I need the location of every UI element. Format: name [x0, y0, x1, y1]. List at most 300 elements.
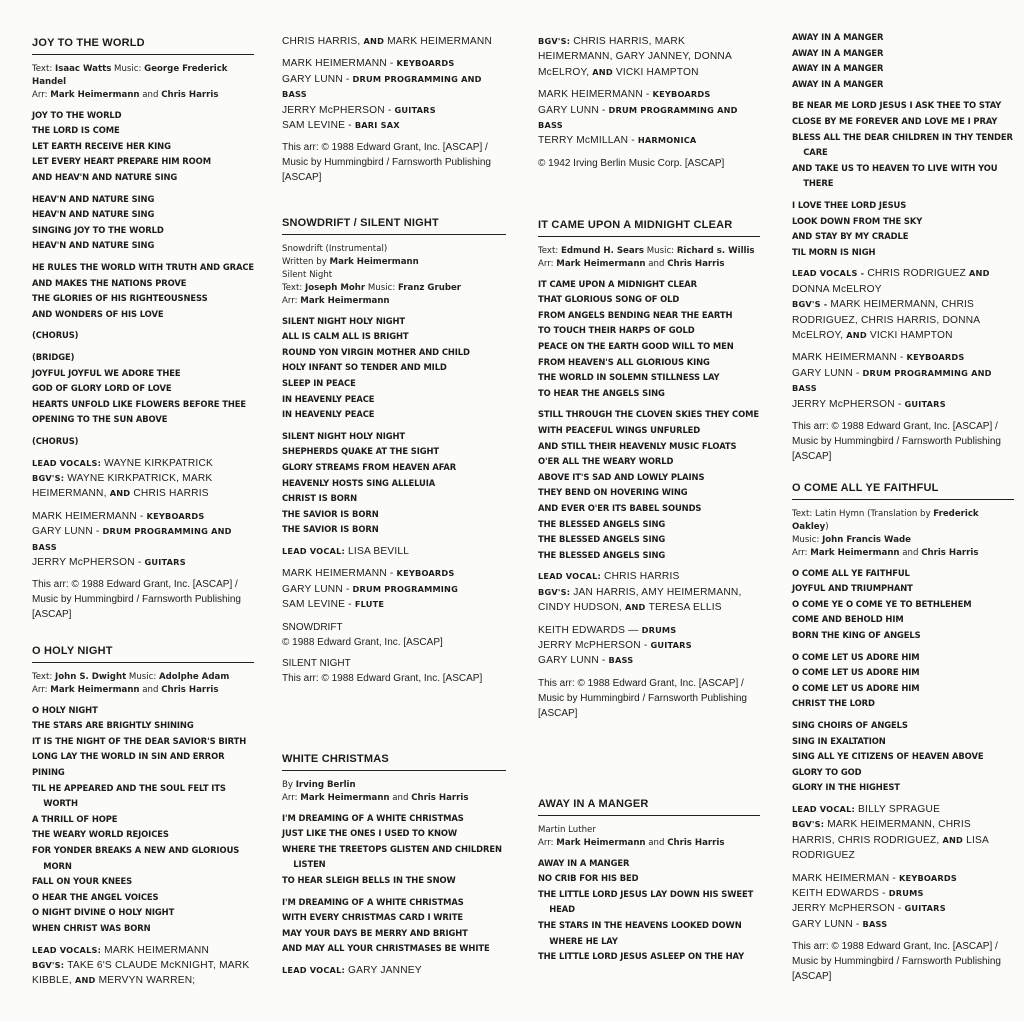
song-title: WHITE CHRISTMAS	[282, 753, 506, 771]
lyric-line: I'M DREAMING OF A WHITE CHRISTMAS	[282, 896, 464, 907]
vocal-credit-line	[282, 34, 506, 49]
lyric-line: LOOK DOWN FROM THE SKY	[792, 215, 923, 226]
text: MARK HEIMERMANN -	[538, 89, 653, 101]
bold-text: AND	[942, 834, 967, 845]
text: Music:	[126, 671, 159, 682]
lyric-line: BE NEAR ME LORD JESUS I ASK THEE TO STAY	[792, 100, 1002, 111]
lyric-line: AWAY IN A MANGER	[792, 47, 884, 58]
text: DONNA McELROY	[792, 283, 882, 295]
musician-credits	[282, 566, 506, 612]
song-title: O COME ALL YE FAITHFUL	[792, 482, 1014, 500]
bold-text: GUITARS	[144, 556, 186, 567]
lyric-line: WITH EVERY CHRISTMAS CARD I WRITE	[282, 912, 464, 923]
vocal-credit-line	[792, 802, 1014, 817]
lyric-line: AND STAY BY MY CRADLE	[792, 231, 909, 242]
musician-credit-line	[792, 871, 1014, 886]
credit-line	[538, 258, 760, 271]
text: WAYNE KIRKPATRICK, MARK HEIMERMANN,	[32, 472, 213, 500]
bold-text: Chris Harris	[921, 547, 979, 558]
lyric-line: HEAVENLY HOSTS SING ALLELUIA	[282, 477, 436, 488]
lyric-line: HEAV'N AND NATURE SING	[32, 209, 155, 220]
bold-text: AND	[74, 975, 99, 986]
lyric-line: MAY YOUR DAYS BE MERRY AND BRIGHT	[282, 927, 468, 938]
musician-credit-line	[792, 366, 1014, 397]
lyric-line: (BRIDGE)	[32, 351, 75, 362]
text: CHRIS RODRIGUEZ	[867, 268, 969, 280]
bold-text: Chris Harris	[161, 684, 219, 695]
text: Music:	[365, 282, 398, 293]
lyric-line: O COME LET US ADORE HIM	[792, 667, 920, 678]
lyric-line: TIL HE APPEARED AND THE SOUL FELT ITS	[32, 782, 226, 793]
lyric-line: SINGING JOY TO THE WORLD	[32, 224, 164, 235]
lyric-line: GLORY TO GOD	[792, 766, 862, 777]
musician-credits	[32, 509, 254, 571]
text: SAM LEVINE -	[282, 120, 355, 132]
vocal-credit-line	[792, 266, 1014, 297]
text: Text:	[282, 282, 306, 293]
text: and	[899, 547, 922, 558]
credit-line	[538, 245, 760, 258]
text: and	[645, 258, 668, 269]
musician-credit-line	[792, 886, 1014, 901]
song-title: O HOLY NIGHT	[32, 645, 254, 663]
lyric-line: THE BLESSED ANGELS SING	[538, 534, 666, 545]
lyric-line: NO CRIB FOR HIS BED	[538, 873, 639, 884]
lyric-line: (CHORUS)	[32, 330, 79, 341]
lyric-stanza	[32, 328, 254, 344]
bold-text: Chris Harris	[667, 837, 725, 848]
text: TERESA ELLIS	[648, 602, 722, 614]
lyric-line: BLESS ALL THE DEAR CHILDREN IN THY TENDER	[792, 131, 1013, 142]
bold-text: LEAD VOCAL:	[282, 964, 349, 975]
bold-text: Adolphe Adam	[159, 671, 230, 682]
bold-text: BASS	[862, 918, 888, 929]
text: Text:	[32, 671, 56, 682]
musician-credits	[792, 350, 1014, 412]
text: and	[139, 89, 162, 100]
copyright-notice: This arr: © 1988 Edward Grant, Inc. [ASCAP] / Music by Hummingbird / Farnsworth Publishing [ASCAP]	[282, 142, 491, 184]
lyric-stanza	[538, 407, 760, 563]
bold-text: BARI SAX	[354, 120, 400, 131]
bold-text: Richard s. Willis	[676, 245, 755, 256]
text: Arr:	[32, 684, 51, 695]
bold-text: KEYBOARDS	[396, 58, 455, 69]
bold-text: John Francis Wade	[822, 534, 911, 545]
musician-credit-line	[538, 87, 760, 102]
lyric-line: AND MAY ALL YOUR CHRISTMASES BE WHITE	[282, 943, 490, 954]
bold-text: GUITARS	[394, 104, 436, 115]
lyric-line: HEAV'N AND NATURE SING	[32, 240, 155, 251]
lyric-stanza	[282, 314, 506, 423]
lyric-stanza	[32, 703, 254, 937]
lyric-line: I LOVE THEE LORD JESUS	[792, 199, 907, 210]
text: GARY JANNEY	[348, 964, 422, 976]
text: MARK HEIMERMANN -	[792, 352, 907, 364]
bold-text: Mark Heimermann	[50, 89, 140, 100]
lyric-line: CLOSE BY ME FOREVER AND LOVE ME I PRAY	[792, 115, 998, 126]
lyric-stanza	[282, 895, 506, 957]
bold-text: AND	[592, 66, 616, 77]
lyric-stanza	[792, 198, 1014, 260]
text: JAN HARRIS, AMY HEIMERMANN, CINDY HUDSON,	[538, 586, 742, 614]
text: BILLY SPRAGUE	[858, 803, 941, 815]
lyric-line: SHEPHERDS QUAKE AT THE SIGHT	[282, 446, 440, 457]
lyric-line: PEACE ON THE EARTH GOOD WILL TO MEN	[538, 341, 734, 352]
lyric-line: LISTEN	[282, 859, 326, 870]
lyric-line: ALL IS CALM ALL IS BRIGHT	[282, 331, 409, 342]
vocal-credit-line	[32, 471, 254, 502]
bold-text: Edmund H. Sears	[561, 245, 644, 256]
text: GARY LUNN -	[282, 73, 353, 85]
text: Arr:	[282, 792, 301, 803]
lyric-line: JOY TO THE WORLD	[32, 109, 122, 120]
lyric-line: IN HEAVENLY PEACE	[282, 409, 375, 420]
vocal-credit-line	[282, 544, 506, 559]
bold-text: DRUM PROGRAMMING AND BASS	[282, 73, 482, 100]
song-snowdrift-silent-night	[282, 217, 506, 692]
lyric-stanza	[792, 98, 1014, 192]
text: By	[282, 779, 296, 790]
lyric-line: CHRIST THE LORD	[792, 698, 875, 709]
bold-text: DRUMS	[641, 624, 677, 635]
musician-credit-line	[282, 582, 506, 597]
lyric-line: SING CHOIRS OF ANGELS	[792, 719, 908, 730]
lyric-line: CARE	[792, 147, 828, 158]
vocal-credit-line	[792, 817, 1014, 863]
lyric-line: THE WEARY WORLD REJOICES	[32, 829, 169, 840]
lyric-line: IN HEAVENLY PEACE	[282, 393, 375, 404]
song-title: IT CAME UPON A MIDNIGHT CLEAR	[538, 219, 760, 237]
song-o-come-all-ye-faithful	[792, 482, 1014, 990]
bold-text: LEAD VOCALS -	[792, 268, 868, 279]
credit-line	[282, 256, 506, 269]
credit-line	[792, 534, 1014, 547]
text: KEITH EDWARDS -	[792, 887, 889, 899]
lyric-line: CHRIST IS BORN	[282, 493, 358, 504]
lyric-line: IT IS THE NIGHT OF THE DEAR SAVIOR'S BIRTH	[32, 735, 247, 746]
musician-credits	[792, 871, 1014, 933]
bold-text: GUITARS	[904, 903, 946, 914]
credit-line	[792, 508, 1014, 534]
lyric-line: AWAY IN A MANGER	[792, 78, 884, 89]
copyright-notice: This arr: © 1988 Edward Grant, Inc. [ASCAP] / Music by Hummingbird / Farnsworth Publishing [ASCAP]	[792, 420, 1001, 462]
lyric-line: FOR YONDER BREAKS A NEW AND GLORIOUS	[32, 844, 240, 855]
lyric-line: LET EARTH RECEIVE HER KING	[32, 140, 171, 151]
vocal-credits	[282, 544, 506, 559]
vocal-credit-line	[538, 34, 760, 80]
lyric-line: O NIGHT DIVINE O HOLY NIGHT	[32, 907, 175, 918]
vocal-credit-line	[538, 569, 760, 584]
text: MARK HEIMERMANN -	[282, 58, 397, 70]
lyric-stanza	[32, 192, 254, 254]
lyric-line: TO HEAR THE ANGELS SING	[538, 387, 665, 398]
lyric-line: WHERE THE TREETOPS GLISTEN AND CHILDREN	[282, 843, 502, 854]
bold-text: GUITARS	[904, 398, 946, 409]
lyric-line: O COME LET US ADORE HIM	[792, 682, 920, 693]
text: and	[389, 792, 412, 803]
bold-text: KEYBOARDS	[146, 510, 205, 521]
text: GARY LUNN -	[282, 583, 353, 595]
song-white-christmas	[282, 753, 506, 985]
text: Arr:	[32, 89, 51, 100]
bold-text: BASS	[608, 655, 634, 666]
lyric-line: AND STILL THEIR HEAVENLY MUSIC FLOATS	[538, 440, 737, 451]
credit-line	[282, 779, 506, 792]
bold-text: John S. Dwight	[55, 671, 127, 682]
credit-line	[32, 63, 254, 89]
lyric-line: AND EVER O'ER ITS BABEL SOUNDS	[538, 502, 702, 513]
text: and	[645, 837, 668, 848]
copyright-notice: SNOWDRIFT © 1988 Edward Grant, Inc. [ASCAP]	[282, 621, 443, 648]
lyric-stanza	[282, 811, 506, 889]
bold-text: AND	[969, 268, 990, 279]
copyright-notice: SILENT NIGHT This arr: © 1988 Edward Grant, Inc. [ASCAP]	[282, 657, 483, 684]
lyric-line: THE LITTLE LORD JESUS ASLEEP ON THE HAY	[538, 951, 745, 962]
lyric-line: TIL MORN IS NIGH	[792, 246, 876, 257]
lyric-line: O COME YE O COME YE TO BETHLEHEM	[792, 598, 972, 609]
bold-text: KEYBOARDS	[906, 352, 965, 363]
bold-text: HARMONICA	[637, 135, 697, 146]
bold-text: FLUTE	[354, 599, 385, 610]
lyric-line: WHEN CHRIST WAS BORN	[32, 922, 151, 933]
lyric-stanza	[32, 108, 254, 186]
text: JERRY McPHERSON -	[792, 398, 905, 410]
bold-text: Mark Heimermann	[329, 256, 419, 267]
bold-text: Mark Heimermann	[300, 792, 390, 803]
musician-credit-line	[32, 555, 254, 570]
musician-credit-line	[538, 653, 760, 668]
bold-text: BGV'S:	[538, 36, 574, 46]
lyric-stanza	[792, 718, 1014, 796]
lyric-line: AND WONDERS OF HIS LOVE	[32, 308, 164, 319]
bold-text: LEAD VOCAL:	[792, 803, 859, 814]
lyric-stanza	[32, 260, 254, 322]
text: Arr:	[282, 295, 301, 306]
text: CHRIS HARRIS	[133, 488, 209, 500]
text: MARK HEIMERMANN -	[282, 568, 397, 580]
text: GARY LUNN -	[32, 526, 103, 538]
lyric-line: THE BLESSED ANGELS SING	[538, 518, 666, 529]
text: Snowdrift (Instrumental)	[282, 243, 388, 254]
lyric-line: FALL ON YOUR KNEES	[32, 876, 133, 887]
lyric-line: O'ER ALL THE WEARY WORLD	[538, 456, 674, 467]
text: Music:	[111, 63, 145, 74]
lyric-line: THAT GLORIOUS SONG OF OLD	[538, 294, 680, 305]
copyright-notice: This arr: © 1988 Edward Grant, Inc. [ASCAP] / Music by Hummingbird / Farnsworth Publishing [ASCAP]	[792, 941, 1001, 983]
lyric-line: HEAD	[538, 904, 576, 915]
lyric-line: AND MAKES THE NATIONS PROVE	[32, 277, 187, 288]
lyric-stanza	[282, 429, 506, 538]
text: VICKI HAMPTON	[869, 329, 953, 341]
copyright-notice: This arr: © 1988 Edward Grant, Inc. [ASCAP] / Music by Hummingbird / Farnsworth Publishing [ASCAP]	[32, 579, 241, 621]
credit-line	[32, 671, 254, 684]
lyric-line: AND HEAV'N AND NATURE SING	[32, 172, 178, 183]
song-title: JOY TO THE WORLD	[32, 37, 254, 55]
lyric-line: LONG LAY THE WORLD IN SIN AND ERROR PINING	[32, 751, 228, 778]
lyric-line: LET EVERY HEART PREPARE HIM ROOM	[32, 156, 211, 167]
lyric-line: GOD OF GLORY LORD OF LOVE	[32, 383, 172, 394]
song-it-came-upon-a-midnight-clear	[538, 219, 760, 727]
lyric-line: SILENT NIGHT HOLY NIGHT	[282, 430, 406, 441]
musician-credit-line	[792, 901, 1014, 916]
bold-text: DRUM PROGRAMMING AND BASS	[32, 526, 232, 552]
musician-credit-line	[792, 397, 1014, 412]
song-white-christmas-continued	[538, 34, 760, 177]
bold-text: KEYBOARDS	[652, 89, 711, 100]
bold-text: LEAD VOCAL:	[538, 571, 605, 582]
text: Silent Night	[282, 269, 333, 280]
bold-text: DRUMS	[888, 887, 924, 898]
text: Martin Luther	[538, 824, 596, 835]
musician-credit-line	[32, 524, 254, 555]
musician-credit-line	[792, 917, 1014, 932]
text: MARK HEIMERMANN, CHRIS HARRIS, CHRIS RODRIGUEZ,	[792, 819, 971, 846]
text: Text:	[538, 245, 562, 256]
bold-text: AND	[109, 488, 134, 499]
lyric-line: THE LORD IS COME	[32, 125, 120, 136]
credit-line	[32, 89, 254, 102]
credit-line	[538, 837, 760, 850]
song-joy-to-the-world	[32, 37, 254, 628]
bold-text: DRUM PROGRAMMING AND BASS	[792, 367, 992, 394]
lyric-line: AWAY IN A MANGER	[792, 32, 884, 42]
text: JERRY McPHERSON -	[538, 639, 651, 651]
text: )	[825, 521, 829, 532]
lyric-line: THE BLESSED ANGELS SING	[538, 549, 666, 560]
bold-text: DRUM PROGRAMMING AND BASS	[538, 104, 738, 131]
musician-credit-line	[282, 56, 506, 71]
lyric-line: AWAY IN A MANGER	[538, 857, 630, 868]
lyric-line: HEAV'N AND NATURE SING	[32, 193, 155, 204]
bold-text: GUITARS	[650, 639, 692, 650]
lyric-line: BORN THE KING OF ANGELS	[792, 630, 921, 641]
text: Written by	[282, 256, 330, 267]
lyric-line: WORTH	[32, 798, 78, 809]
bold-text: KEYBOARDS	[898, 872, 957, 883]
lyric-line: THE STARS ARE BRIGHTLY SHINING	[32, 720, 194, 731]
lyric-line: THE SAVIOR IS BORN	[282, 508, 379, 519]
musician-credit-line	[792, 350, 1014, 365]
musician-credit-line	[282, 72, 506, 103]
copyright-notice: © 1942 Irving Berlin Music Corp. [ASCAP]	[538, 157, 725, 169]
text: Arr:	[792, 547, 811, 558]
credit-line	[282, 243, 506, 256]
lyric-line: I'M DREAMING OF A WHITE CHRISTMAS	[282, 812, 464, 823]
bold-text: AND	[846, 329, 870, 340]
lyric-line: COME AND BEHOLD HIM	[792, 614, 904, 625]
lyric-line: FROM ANGELS BENDING NEAR THE EARTH	[538, 309, 733, 320]
vocal-credit-line	[282, 963, 506, 978]
lyric-line: THE LITTLE LORD JESUS LAY DOWN HIS SWEET	[538, 888, 754, 899]
credit-line	[282, 792, 506, 805]
song-title: SNOWDRIFT / SILENT NIGHT	[282, 217, 506, 235]
song-o-holy-night	[32, 645, 254, 996]
bold-text: BGV'S -	[792, 299, 831, 310]
lyric-line: HE RULES THE WORLD WITH TRUTH AND GRACE	[32, 261, 254, 272]
musician-credit-line	[538, 638, 760, 653]
lyric-stanza	[538, 856, 760, 965]
lyric-line: THE GLORIES OF HIS RIGHTEOUSNESS	[32, 293, 208, 304]
lyric-stanza	[32, 350, 254, 428]
bold-text: Frederick Oakley	[792, 508, 979, 532]
lyric-line: A THRILL OF HOPE	[32, 813, 118, 824]
lyric-line: O COME ALL YE FAITHFUL	[792, 567, 910, 578]
musician-credit-line	[282, 597, 506, 612]
bold-text: AND	[363, 36, 388, 46]
song-o-holy-night-continued	[282, 34, 506, 191]
lyric-line: TO HEAR SLEIGH BELLS IN THE SNOW	[282, 875, 456, 886]
lyric-line: SING ALL YE CITIZENS OF HEAVEN ABOVE	[792, 751, 984, 762]
text: SAM LEVINE -	[282, 599, 355, 611]
lyric-line: O COME LET US ADORE HIM	[792, 651, 920, 662]
text: LISA RODRIGUEZ	[792, 834, 989, 862]
text: TERRY McMILLAN -	[538, 135, 638, 147]
lyric-line: GLORY IN THE HIGHEST	[792, 782, 900, 793]
musician-credit-line	[538, 103, 760, 134]
vocal-credits	[538, 569, 760, 615]
bold-text: Mark Heimermann	[50, 684, 140, 695]
vocal-credits	[282, 963, 506, 978]
bold-text: Isaac Watts	[55, 63, 112, 74]
bold-text: LEAD VOCALS:	[32, 944, 105, 955]
bold-text: Joseph Mohr	[305, 282, 366, 293]
text: MARK HEIMERMANN	[387, 36, 493, 47]
lyric-stanza	[792, 650, 1014, 712]
song-away-in-a-manger	[538, 798, 760, 971]
lyric-line: STILL THROUGH THE CLOVEN SKIES THEY COME	[538, 409, 759, 420]
musician-credits	[538, 623, 760, 669]
text: JERRY McPHERSON -	[792, 903, 905, 915]
lyric-line: ROUND YON VIRGIN MOTHER AND CHILD	[282, 346, 470, 357]
vocal-credit-line	[32, 456, 254, 471]
lyric-line: O HOLY NIGHT	[32, 704, 98, 715]
lyric-line: THE STARS IN THE HEAVENS LOOKED DOWN	[538, 920, 742, 931]
lyric-line: MORN	[32, 860, 72, 871]
vocal-credit-line	[32, 943, 254, 958]
lyric-stanza	[792, 566, 1014, 644]
lyric-line: OPENING TO THE SUN ABOVE	[32, 414, 168, 425]
vocal-credits	[538, 34, 760, 80]
lyric-line: FROM HEAVEN'S ALL GLORIOUS KING	[538, 356, 710, 367]
credit-line	[538, 824, 760, 837]
text: LISA BEVILL	[348, 545, 410, 557]
lyric-line: JOYFUL AND TRIUMPHANT	[792, 583, 913, 594]
text: Text: Latin Hymn (Translation by	[792, 508, 934, 519]
musician-credit-line	[32, 509, 254, 524]
bold-text: Mark Heimermann	[300, 295, 390, 306]
credit-line	[32, 684, 254, 697]
bold-text: Mark Heimermann	[810, 547, 900, 558]
musician-credit-line	[282, 118, 506, 133]
credit-line	[792, 547, 1014, 560]
bold-text: DRUM PROGRAMMING	[352, 583, 459, 594]
vocal-credits	[792, 266, 1014, 343]
text: GARY LUNN -	[538, 104, 609, 116]
lyric-line: THE WORLD IN SOLEMN STILLNESS LAY	[538, 372, 720, 383]
lyric-line: ABOVE IT'S SAD AND LOWLY PLAINS	[538, 471, 705, 482]
lyric-stanza	[792, 30, 1014, 92]
text: and	[139, 684, 162, 695]
bold-text: Chris Harris	[161, 89, 219, 100]
bold-text: Franz Gruber	[397, 282, 462, 293]
vocal-credits	[32, 943, 254, 989]
text: GARY LUNN -	[792, 367, 863, 379]
bold-text: AND	[624, 602, 649, 613]
vocal-credits	[282, 34, 506, 49]
lyric-line: GLORY STREAMS FROM HEAVEN AFAR	[282, 461, 457, 472]
lyric-line: HEARTS UNFOLD LIKE FLOWERS BEFORE THEE	[32, 398, 247, 409]
text: Arr:	[538, 258, 557, 269]
